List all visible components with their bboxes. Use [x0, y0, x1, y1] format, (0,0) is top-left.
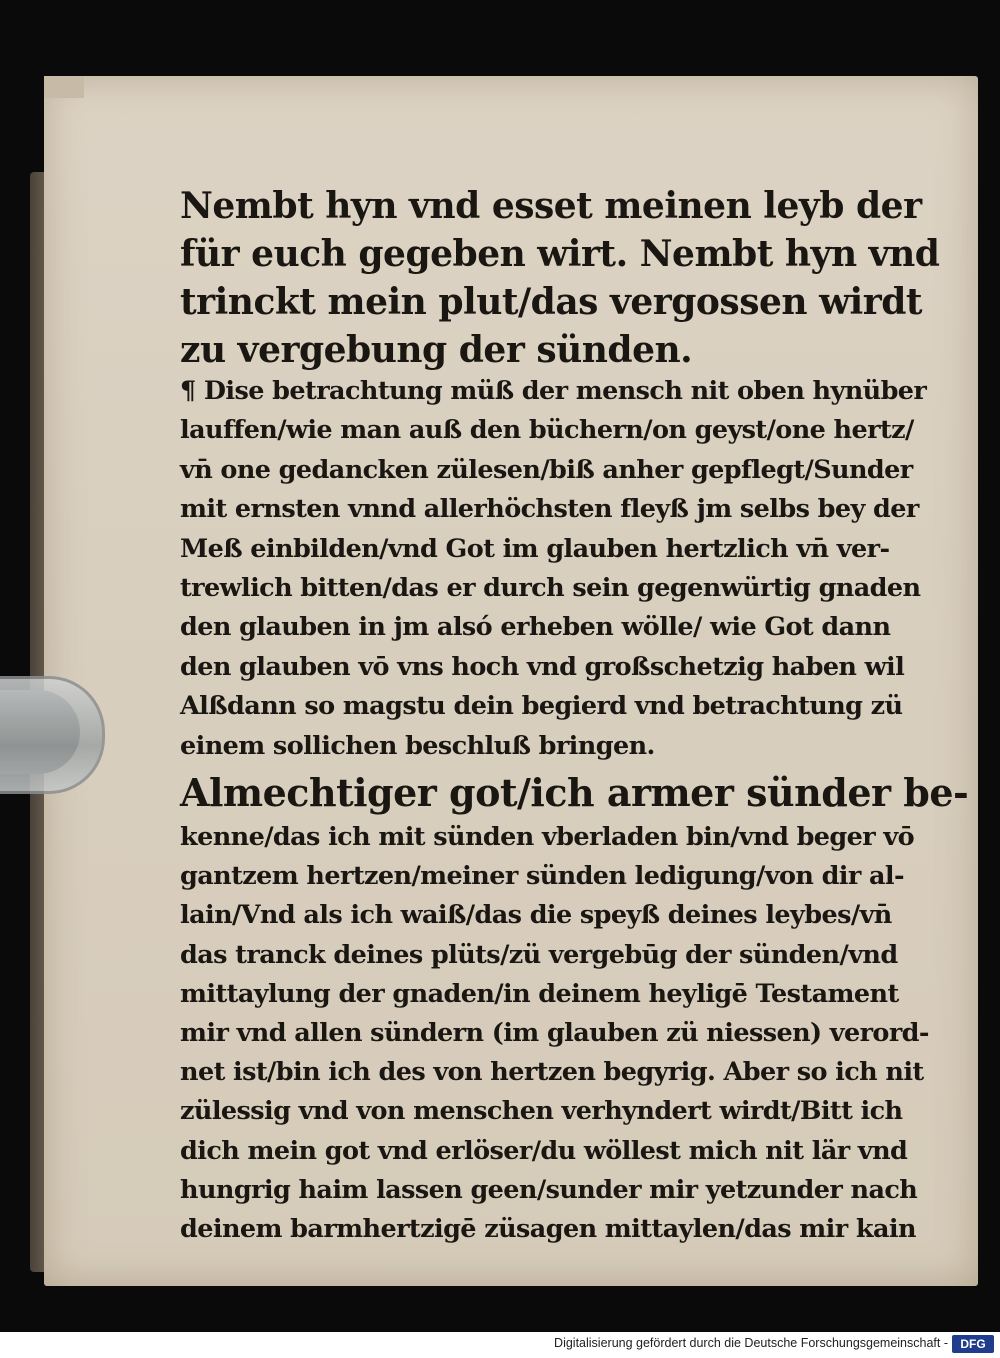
paper-clip-holder: [0, 676, 105, 794]
text-line: das tranck deines plüts/zü vergebūg der sünden/vnd: [180, 939, 898, 970]
text-line: mit ernsten vnnd allerhöchsten fleyß jm selbs bey der: [180, 494, 919, 525]
footer-bar: [0, 1332, 1000, 1358]
text-line: lain/Vnd als ich waiß/das die speyß deines leybes/vn̄: [180, 900, 892, 931]
text-line: lauffen/wie man auß den büchern/on geyst/one hertz/: [180, 415, 914, 446]
text-line: kenne/das ich mit sünden vberladen bin/vnd beger vō: [180, 822, 915, 852]
text-line: gantzem hertzen/meiner sünden ledigung/von dir al-: [180, 861, 904, 892]
text-line: ¶ Dise betrachtung müß der mensch nit oben hynüber: [180, 376, 927, 406]
text-line: Meß einbilden/vnd Got im glauben hertzlich vn̄ ver-: [180, 533, 890, 564]
funding-notice: Digitalisierung gefördert durch die Deutsche Forschungsgemeinschaft -: [554, 1336, 948, 1350]
verse-line: trinckt mein plut/das vergossen wirdt: [180, 281, 922, 323]
page-corner: [44, 76, 84, 98]
text-line: den glauben vō vns hoch vnd großschetzig haben wil: [180, 651, 905, 682]
text-line: zülessig vnd von menschen verhyndert wirdt/Bitt ich: [180, 1096, 903, 1127]
meditation-paragraph: [180, 372, 927, 766]
text-line: den glauben in jm alsó erheben wölle/ wie Got dann: [180, 612, 891, 643]
verse-line: zu vergebung der sünden.: [180, 329, 693, 371]
text-line: einem sollichen beschluß bringen.: [180, 730, 655, 761]
text-line: dich mein got vnd erlöser/du wöllest mich nit lär vnd: [180, 1135, 908, 1166]
text-line: Alßdann so magstu dein begierd vnd betrachtung zü: [180, 691, 903, 722]
text-line: net ist/bin ich des von hertzen begyrig. Aber so ich nit: [180, 1057, 924, 1088]
opening-verse-block: [180, 182, 940, 374]
verse-line: für euch gegeben wirt. Nembt hyn vnd: [180, 233, 940, 275]
text-line: vn̄ one gedancken zülesen/biß anher gepflegt/Sunder: [180, 454, 913, 485]
text-line: mir vnd allen sündern (im glauben zü niessen) verord-: [180, 1018, 929, 1049]
text-line: trewlich bitten/das er durch sein gegenwürtig gnaden: [180, 573, 921, 604]
prayer-paragraph: [180, 768, 969, 1249]
text-line: mittaylung der gnaden/in deinem heyligē Testament: [180, 978, 899, 1009]
verse-line: Nembt hyn vnd esset meinen leyb der: [180, 185, 922, 227]
dfg-logo-icon: DFG: [952, 1335, 994, 1353]
prayer-heading-line: Almechtiger got/ich armer sünder be-: [180, 770, 969, 815]
text-line: deinem barmhertzigē züsagen mittaylen/das mir kain: [180, 1214, 916, 1245]
text-line: hungrig haim lassen geen/sunder mir yetzunder nach: [180, 1174, 918, 1205]
